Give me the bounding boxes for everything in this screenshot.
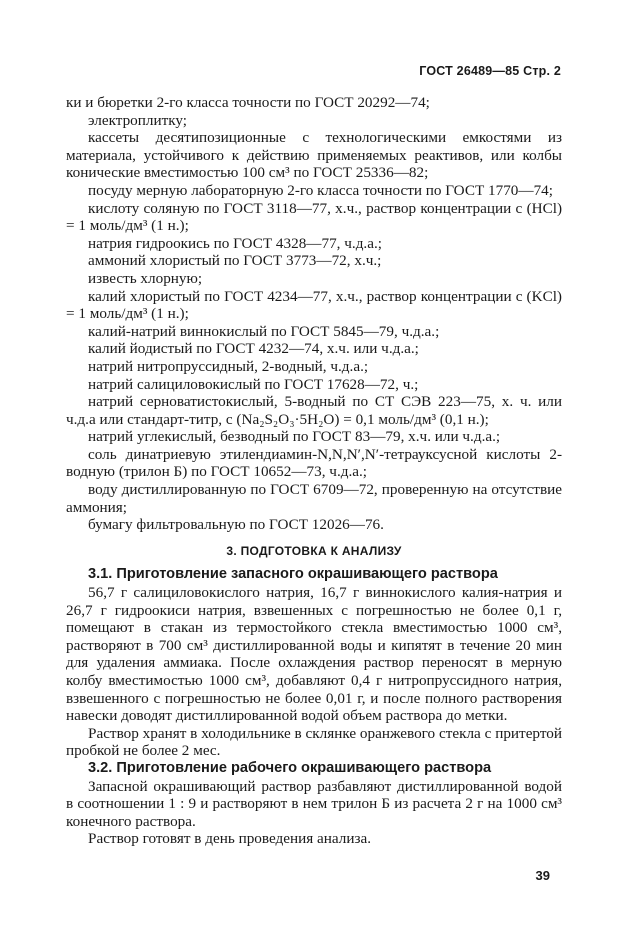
list-item: бумагу фильтровальную по ГОСТ 12026—76. (88, 516, 384, 534)
paragraph: 56,7 г салициловокислого натрия, 16,7 г виннокислого калия-натрия и 26,7 г гидроокиси натрия, взвешенных с погрешностью не более 0,1 г, помещают в стакан из термостойкого стекла вместимостью 1000 см³, растворяют в 700 см³ дистиллированной воды и кипятят в течение 20 мин для удаления аммиака. После охлаждения раствор переносят в мерную колбу вместимостью 1000 см³, добавляют 0,4 г нитропруссидного натрия, взвешенного с погрешностью не более 0,01 г, и после полного растворения навески доводят дистиллированной водой объем раствора до метки. (66, 584, 562, 725)
page-number: 39 (535, 868, 550, 883)
list-item: кассеты десятипозиционные с технологическими емкостями из материала, устойчивого к действию применяемых реактивов, или колбы конические вместимостью 100 см³ по ГОСТ 25336—82; (66, 129, 562, 182)
list-item: калий йодистый по ГОСТ 4232—74, х.ч. или ч.д.а.; (88, 340, 419, 358)
paragraph: Раствор готовят в день проведения анализа. (88, 830, 371, 848)
subsection-3-2-heading: 3.2. Приготовление рабочего окрашивающего раствора (88, 759, 492, 776)
list-item: известь хлорную; (88, 269, 203, 287)
section-3-title: 3. ПОДГОТОВКА К АНАЛИЗУ (226, 543, 402, 558)
list-item: натрий серноватистокислый, 5-водный по СТ СЭВ 223—75, х. ч. или ч.д.а или стандарт-титр, с (Na₂S₂O₃·5H₂O) = 0,1 моль/дм³ (0,1 н.); (66, 393, 562, 428)
document-body (66, 94, 562, 848)
list-item: калий-натрий виннокислый по ГОСТ 5845—79, ч.д.а.; (88, 322, 440, 340)
list-item: калий хлористый по ГОСТ 4234—77, х.ч., раствор концентрации с (KCl) = 1 моль/дм³ (1 н.); (66, 287, 562, 323)
paragraph: Запасной окрашивающий раствор разбавляют дистиллированной водой в соотношении 1 : 9 и растворяют в нем трилон Б из расчета 2 г на 1000 см³ конечного раствора. (66, 777, 562, 830)
list-item: аммоний хлористый по ГОСТ 3773—72, х.ч.; (88, 252, 382, 270)
list-item: воду дистиллированную по ГОСТ 6709—72, проверенную на отсутствие аммония; (66, 481, 562, 516)
list-item: натрия гидроокись по ГОСТ 4328—77, ч.д.а.; (88, 234, 382, 252)
materials-list (66, 94, 562, 534)
paragraph: Раствор хранят в холодильнике в склянке оранжевого стекла с притертой пробкой не более 2 мес. (66, 724, 562, 760)
page-header: ГОСТ 26489—85 Стр. 2 (419, 64, 561, 78)
list-item: посуду мерную лабораторную 2-го класса точности по ГОСТ 1770—74; (88, 181, 553, 199)
list-item: натрий углекислый, безводный по ГОСТ 83—79, х.ч. или ч.д.а.; (88, 428, 501, 446)
list-item: натрий нитропруссидный, 2-водный, ч.д.а.; (88, 357, 369, 375)
list-item: ки и бюретки 2-го класса точности по ГОСТ 20292—74; (66, 94, 430, 111)
list-item: кислоту соляную по ГОСТ 3118—77, х.ч., раствор концентрации с (HCl) = 1 моль/дм³ (1 н.); (66, 199, 562, 235)
list-item: натрий салициловокислый по ГОСТ 17628—72, ч.; (88, 375, 419, 393)
subsection-3-1-heading: 3.1. Приготовление запасного окрашивающего раствора (88, 566, 498, 583)
list-item: соль динатриевую этилендиамин-N,N,N′,N′-тетрауксусной кислоты 2-водную (трилон Б) по ГОСТ 10652—73, ч.д.а.; (66, 445, 562, 481)
list-item: электроплитку; (88, 111, 187, 129)
